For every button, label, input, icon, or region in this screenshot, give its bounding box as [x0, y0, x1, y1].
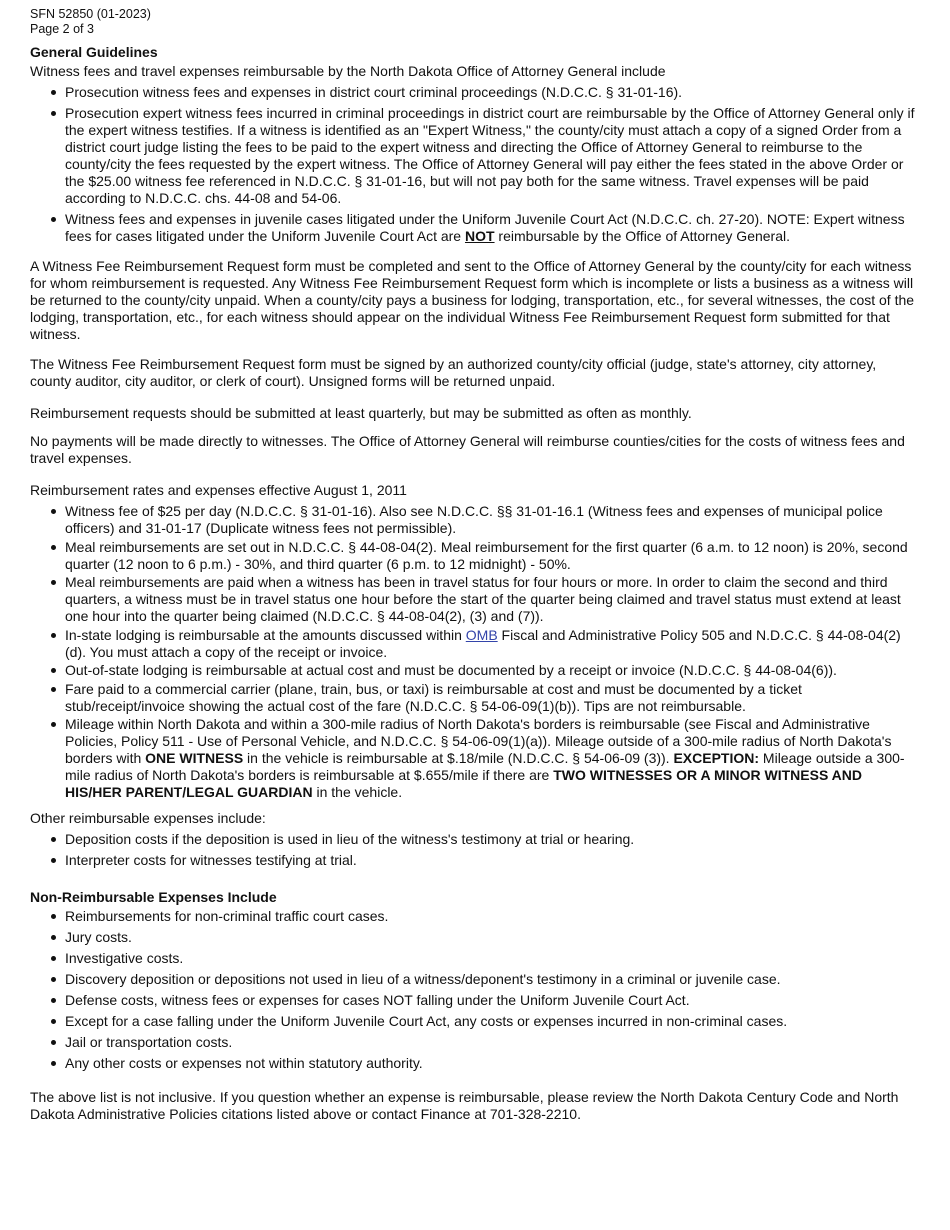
no-direct-payment-paragraph: No payments will be made directly to witnesses. The Office of Attorney General will reimburse counties/cities for the costs of witness fees and travel expenses.: [30, 433, 905, 466]
closing-paragraph: The above list is not inclusive. If you question whether an expense is reimbursable, please review the North Dakota Century Code and North Dakota Administrative Policies citations listed above or contact Finance at 701-328-2210.: [30, 1089, 899, 1122]
list-item: Out-of-state lodging is reimbursable at actual cost and must be documented by a receipt or invoice (N.D.C.C. § 44-08-04(6)).: [30, 662, 915, 679]
list-item: In-state lodging is reimbursable at the amounts discussed within OMB Fiscal and Administrative Policy 505 and N.D.C.C. § 44-08-04(2)(d). You must attach a copy of the receipt or invoice.: [30, 627, 915, 661]
not-emphasis: NOT: [464, 228, 495, 244]
list-item: Meal reimbursements are set out in N.D.C.C. § 44-08-04(2). Meal reimbursement for the first quarter (6 a.m. to 12 noon) is 20%, second quarter (12 noon to 6 p.m.) - 30%, and third quarter (6 p.m. to 12 midnight) - 50%.: [30, 539, 915, 573]
list-item: Prosecution expert witness fees incurred in criminal proceedings in district court are reimbursable by the Office of Attorney General only if the expert witness testifies. If a witness is identified as an "Expert Witness," the county/city must attach a copy of a signed Order from a district court judge listing the fees to be paid to the expert witness and directing the Office of Attorney General to reimburse to the county/city the fees requested by the expert witness. The Office of Attorney General will pay either the fees stated in the above Order or the $25.00 witness fee referenced in N.D.C.C. § 31-01-16, but will not pay both for the same witness. Travel expenses will be paid according to N.D.C.C. chs. 44-08 and 54-06.: [30, 105, 915, 207]
list-item: Investigative costs.: [30, 950, 915, 967]
general-intro: Witness fees and travel expenses reimbursable by the North Dakota Office of Attorney General include: [30, 63, 666, 79]
list-item: Jury costs.: [30, 929, 915, 946]
general-guidelines-section: [30, 44, 915, 80]
omb-link[interactable]: OMB: [465, 626, 498, 643]
list-item: Fare paid to a commercial carrier (plane, train, bus, or taxi) is reimbursable at cost and must be documented by a ticket stub/receipt/invoice showing the actual cost of the fare (N.D.C.C. § 54-06-09(1)(b)). Tips are not reimbursable.: [30, 681, 915, 715]
list-item: Except for a case falling under the Uniform Juvenile Court Act, any costs or expenses incurred in non-criminal cases.: [30, 1013, 915, 1030]
list-item: Witness fees and expenses in juvenile cases litigated under the Uniform Juvenile Court Act (N.D.C.C. ch. 27-20). NOTE: Expert witness fees for cases litigated under the Uniform Juvenile Court Act are NOT reimbursable by the Office of Attorney General.: [30, 211, 915, 245]
rates-list: [30, 503, 915, 803]
non-reimbursable-list: [30, 908, 915, 1076]
rates-intro: Reimbursement rates and expenses effective August 1, 2011: [30, 482, 407, 498]
list-item: Discovery deposition or depositions not used in lieu of a witness/deponent's testimony in a criminal or juvenile case.: [30, 971, 915, 988]
general-list: [30, 84, 915, 249]
other-intro: Other reimbursable expenses include:: [30, 810, 266, 826]
frequency-paragraph: Reimbursement requests should be submitted at least quarterly, but may be submitted as often as monthly.: [30, 405, 692, 421]
other-list: [30, 831, 915, 873]
form-number: SFN 52850 (01-2023): [30, 7, 151, 21]
section-title-non-reimbursable: Non-Reimbursable Expenses Include: [30, 889, 277, 905]
form-header: [30, 7, 915, 37]
list-item: Prosecution witness fees and expenses in district court criminal proceedings (N.D.C.C. § 31-01-16).: [30, 84, 915, 101]
form-required-paragraph: A Witness Fee Reimbursement Request form must be completed and sent to the Office of Attorney General by the county/city for each witness for whom reimbursement is requested. Any Witness Fee Reimbursement Request form which is incomplete or lists a business as a witness will be returned to the county/city unpaid. When a county/city pays a business for lodging, transportation, etc., for several witnesses, the cost of the lodging, transportation, etc., for each witness should appear on the individual Witness Fee Reimbursement Request form submitted for that witness.: [30, 258, 915, 342]
signature-paragraph: The Witness Fee Reimbursement Request form must be signed by an authorized county/city official (judge, state's attorney, city attorney, county auditor, city auditor, or clerk of court). Unsigned forms will be returned unpaid.: [30, 356, 877, 389]
list-item: Defense costs, witness fees or expenses for cases NOT falling under the Uniform Juvenile Court Act.: [30, 992, 915, 1009]
list-item: Deposition costs if the deposition is used in lieu of the witness's testimony at trial or hearing.: [30, 831, 915, 848]
section-title-general: General Guidelines: [30, 44, 158, 60]
page-label: Page 2 of 3: [30, 22, 94, 36]
list-item: Meal reimbursements are paid when a witness has been in travel status for four hours or more. In order to claim the second and third quarters, a witness must be in travel status one hour before the start of the quarter being claimed and travel status must extend at least one hour into the quarter being claimed (N.D.C.C. § 44-08-04(2), (3) and (7)).: [30, 574, 915, 625]
list-item: Interpreter costs for witnesses testifying at trial.: [30, 852, 915, 869]
list-item: Any other costs or expenses not within statutory authority.: [30, 1055, 915, 1072]
list-item: Witness fee of $25 per day (N.D.C.C. § 31-01-16). Also see N.D.C.C. §§ 31-01-16.1 (Witness fees and expenses of municipal police officers) and 31-01-17 (Duplicate witness fees not permissible).: [30, 503, 915, 537]
list-item: Mileage within North Dakota and within a 300-mile radius of North Dakota's borders is reimbursable (see Fiscal and Administrative Policies, Policy 511 - Use of Personal Vehicle, and N.D.C.C. § 54-06-09(1)(a)). Mileage outside of a 300-mile radius of North Dakota's borders with ONE WITNESS in the vehicle is reimbursable at $.18/mile (N.D.C.C. § 54-06-09 (3)). EXCEPTION: Mileage outside a 300-mile radius of North Dakota's borders is reimbursable at $.655/mile if there are TWO WITNESSES OR A MINOR WITNESS AND HIS/HER PARENT/LEGAL GUARDIAN in the vehicle.: [30, 716, 915, 801]
list-item: Jail or transportation costs.: [30, 1034, 915, 1051]
list-item: Reimbursements for non-criminal traffic court cases.: [30, 908, 915, 925]
